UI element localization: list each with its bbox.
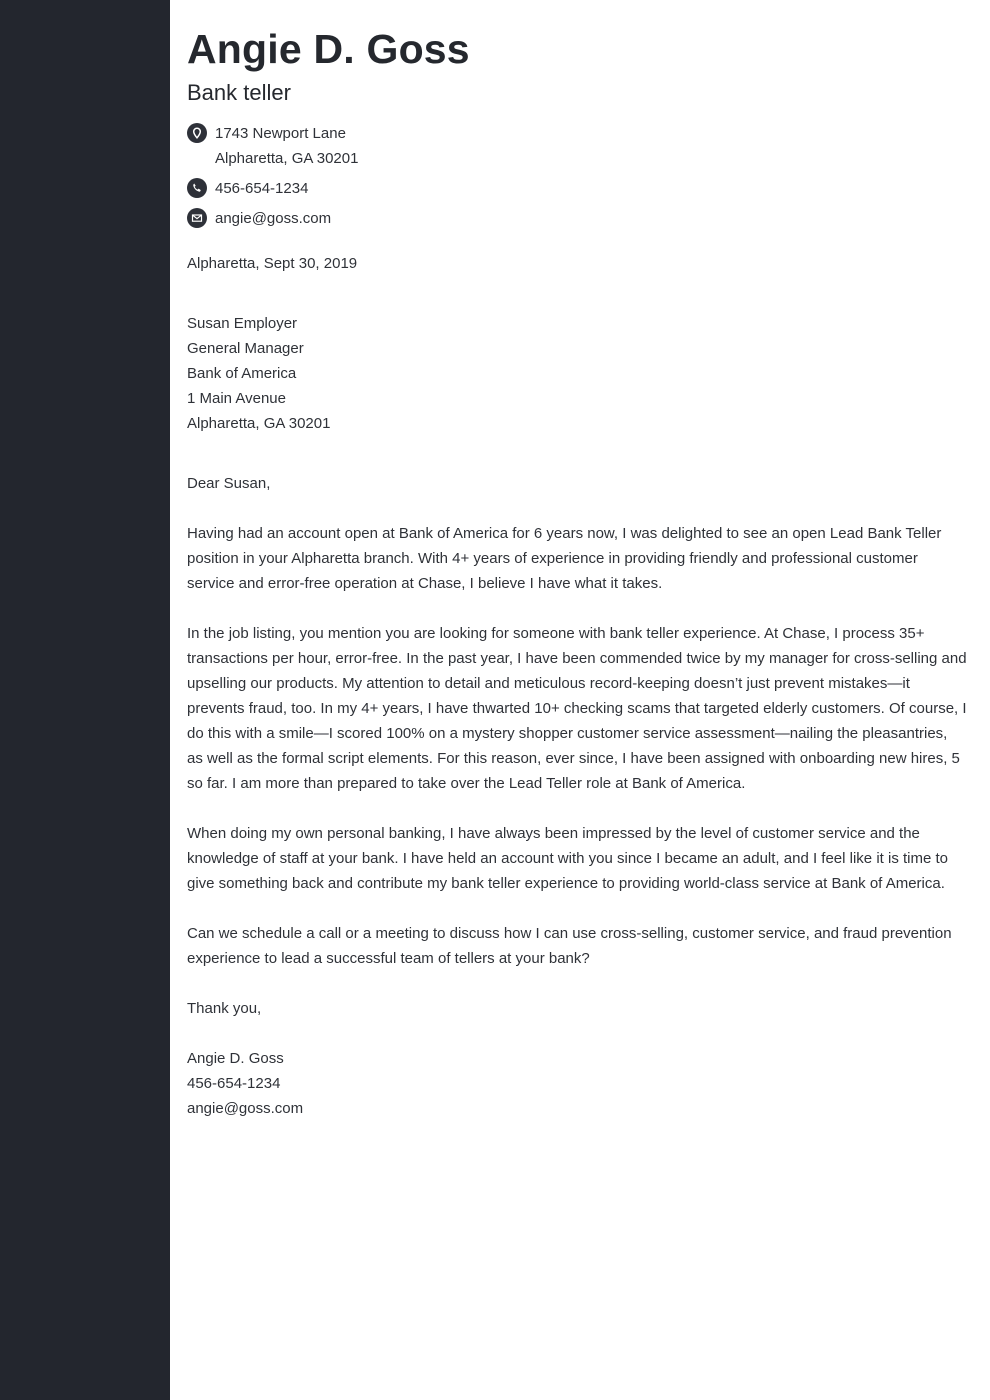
body-paragraph: Having had an account open at Bank of America for 6 years now, I was delighted to see an open Lead Bank Teller position in your Alpharetta branch. With 4+ years of experience in providing friendly and professional customer service and error-free operation at Chase, I believe I have what it takes. [187,525,942,592]
contact-address [187,121,358,171]
closing: Thank you, [187,1000,262,1017]
phone-number: 456-654-1234 [215,180,309,197]
applicant-name: Angie D. Goss [187,26,470,72]
recipient-city: Alpharetta, GA 30201 [187,415,331,432]
sidebar-panel [0,0,170,1400]
address-line-1: 1743 Newport Lane [215,125,346,142]
body-paragraph: Can we schedule a call or a meeting to discuss how I can use cross-selling, customer service, and fraud prevention experience to lead a successful team of tellers at your bank? [187,925,952,967]
phone-icon [187,178,207,198]
envelope-icon [187,208,207,228]
contact-email [187,206,331,231]
recipient-name: Susan Employer [187,315,298,332]
signature-name: Angie D. Goss [187,1050,284,1067]
body-paragraph: In the job listing, you mention you are looking for someone with bank teller experience. At Chase, I process 35+ transactions per hour, error-free. In the past year, I have been commended twice by my manager for cross-selling and upselling our products. My attention to detail and meticulous record-keeping doesn’t just prevent mistakes—it prevents fraud, too. In my 4+ years, I have thwarted 10+ checking scams that targeted elderly customers. Of course, I do this with a smile—I scored 100% on a mystery shopper customer service assessment—nailing the pleasantries, as well as the formal script elements. For this reason, ever since, I have been assigned with onboarding new hires, 5 so far. I am more than prepared to take over the Lead Teller role at Bank of America. [187,625,967,792]
email-address: angie@goss.com [215,210,332,227]
signature-phone: 456-654-1234 [187,1075,281,1092]
recipient-title: General Manager [187,340,304,357]
place-date: Alpharetta, Sept 30, 2019 [187,255,358,272]
applicant-role: Bank teller [187,80,291,105]
map-pin-icon [187,123,207,143]
salutation: Dear Susan, [187,475,271,492]
address-line-2: Alpharetta, GA 30201 [215,150,359,167]
body-paragraph: When doing my own personal banking, I have always been impressed by the level of customer service and the knowledge of staff at your bank. I have held an account with you since I became an adult, and I feel like it is time to give something back and contribute my bank teller experience to providing world-class service at Bank of America. [187,825,949,892]
contact-phone [187,176,308,201]
signature-email: angie@goss.com [187,1100,304,1117]
recipient-street: 1 Main Avenue [187,390,286,407]
recipient-company: Bank of America [187,365,297,382]
